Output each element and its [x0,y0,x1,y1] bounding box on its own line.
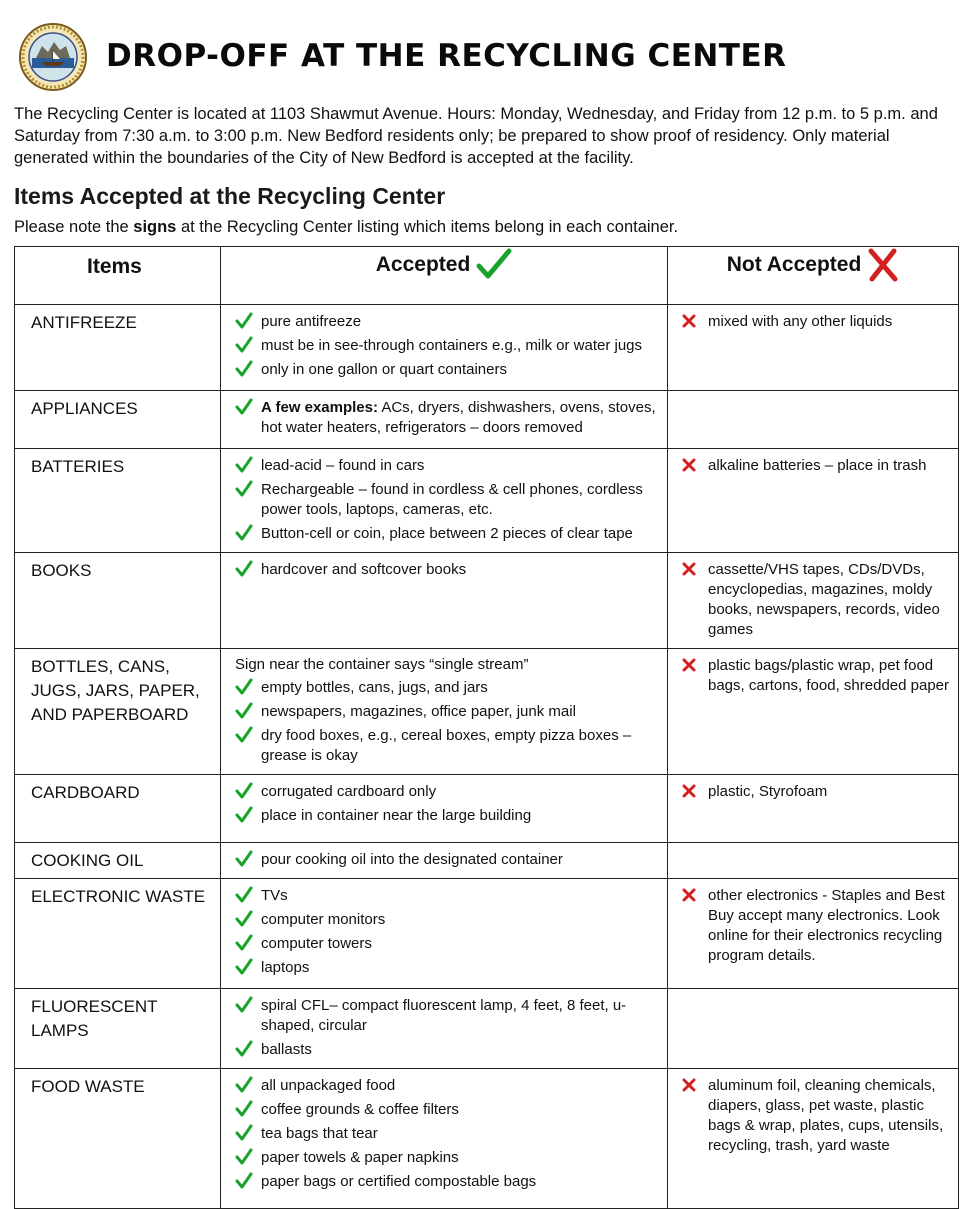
check-icon [235,398,261,418]
table-row [15,305,959,391]
accepted-item-text [261,806,659,826]
table-header-row [15,247,959,305]
accepted-item [235,336,659,356]
accepted-item-value: ACs, dryers, dishwashers, ovens, stoves, hot water heaters, refrigerators – doors removed [261,399,656,436]
check-icon [235,456,261,476]
x-icon [682,312,708,332]
accepted-item-text [261,702,659,722]
check-icon [235,958,261,978]
x-icon [682,456,708,476]
accepted-item-value: all unpackaged food [261,1077,396,1094]
page-title: DROP-OFF AT THE RECYCLING CENTER [106,38,787,74]
accepted-item-text [261,1076,659,1096]
accepted-item-value: laptops [261,959,310,976]
check-icon [235,850,261,870]
item-name: BOTTLES, CANS, JUGS, JARS, PAPER, AND PAPERBOARD [15,649,221,775]
check-icon [235,934,261,954]
accepted-item-value: empty bottles, cans, jugs, and jars [261,679,488,696]
accepted-item-text [261,1040,659,1060]
accepted-item-text [261,398,659,438]
check-icon [235,702,261,722]
table-row [15,843,959,879]
accepted-item [235,1040,659,1060]
not-accepted-item [682,312,950,332]
accepted-cell [221,1069,668,1209]
accepted-item-value: paper bags or certified compostable bags [261,1173,537,1190]
not-accepted-cell [668,775,959,843]
accepted-item [235,806,659,826]
check-icon [235,678,261,698]
check-icon [235,910,261,930]
item-name: FLUORESCENT LAMPS [15,989,221,1069]
header-items: Items [15,247,221,305]
accepted-item [235,850,659,870]
accepted-item-text [261,910,659,930]
item-name: ELECTRONIC WASTE [15,879,221,989]
item-name: COOKING OIL [15,843,221,879]
check-icon [235,1172,261,1192]
not-accepted-item [682,886,950,966]
not-accepted-item-text: plastic bags/plastic wrap, pet food bags, cartons, food, shredded paper [708,657,949,694]
check-icon [235,996,261,1016]
accepted-item [235,480,659,520]
check-icon [235,560,261,580]
accepted-item-value: pure antifreeze [261,313,362,330]
city-seal-logo [18,22,88,92]
accepted-item-value: Button-cell or coin, place between 2 pieces of clear tape [261,525,633,542]
accepted-item-text [261,312,659,332]
not-accepted-cell [668,553,959,649]
check-icon [235,336,261,356]
accepted-item-text [261,782,659,802]
check-icon [235,524,261,544]
table-row [15,1069,959,1209]
header-not-accepted [668,247,959,305]
accepted-item-text [261,678,659,698]
page-header [14,20,954,96]
accepted-cell [221,775,668,843]
accepted-cell [221,391,668,449]
section-note-post: at the Recycling Center listing which items belong in each container. [176,218,679,236]
table-row [15,449,959,553]
item-name: ANTIFREEZE [15,305,221,391]
item-name: BATTERIES [15,449,221,553]
not-accepted-item [682,560,950,640]
big-check-icon [476,248,512,282]
accepted-item [235,934,659,954]
not-accepted-cell [668,391,959,449]
accepted-item-value: place in container near the large building [261,807,532,824]
accepted-item [235,456,659,476]
not-accepted-item-text: aluminum foil, cleaning chemicals, diapers, glass, pet waste, plastic bags & wrap, plates, cups, utensils, recycling, trash, yard waste [708,1077,944,1154]
accepted-item [235,1124,659,1144]
check-icon [235,1100,261,1120]
section-note-bold: signs [133,218,177,236]
accepted-item [235,910,659,930]
check-icon [235,886,261,906]
accepted-item-text [261,1172,659,1192]
accepted-item-text [261,934,659,954]
table-body [15,305,959,1209]
accepted-item-text [261,886,659,906]
accepted-item-text [261,850,659,870]
check-icon [235,1076,261,1096]
not-accepted-item-text: plastic, Styrofoam [708,783,828,800]
table-row [15,553,959,649]
accepted-item-text [261,1124,659,1144]
x-icon [682,782,708,802]
table-row [15,989,959,1069]
accepted-item [235,1172,659,1192]
not-accepted-item [682,782,950,802]
not-accepted-item [682,656,950,696]
accepted-item-text [261,996,659,1036]
x-icon [682,656,708,676]
check-icon [235,312,261,332]
not-accepted-item [682,456,950,476]
accepted-item-value: corrugated cardboard only [261,783,437,800]
header-accepted [221,247,668,305]
accepted-item-value: ballasts [261,1041,312,1058]
not-accepted-item [682,1076,950,1156]
not-accepted-cell [668,989,959,1069]
check-icon [235,360,261,380]
x-icon [682,1076,708,1096]
accepted-cell [221,305,668,391]
accepted-item [235,726,659,766]
recycling-table [14,246,959,1209]
accepted-item [235,1100,659,1120]
accepted-item-text [261,1100,659,1120]
accepted-item [235,782,659,802]
accepted-item [235,958,659,978]
accepted-item-text [261,524,659,544]
section-note-pre: Please note the [14,218,134,236]
table-row [15,649,959,775]
accepted-item-text [261,480,659,520]
accepted-item-value: newspapers, magazines, office paper, junk mail [261,703,576,720]
accepted-item-value: paper towels & paper napkins [261,1149,459,1166]
accepted-bold-prefix: A few examples: [261,399,378,416]
big-x-icon [867,248,899,282]
accepted-item-text [261,958,659,978]
accepted-item [235,886,659,906]
item-name: APPLIANCES [15,391,221,449]
header-accepted-label: Accepted [375,253,471,276]
not-accepted-item-text: mixed with any other liquids [708,313,893,330]
section-title: Items Accepted at the Recycling Center [14,183,446,209]
check-icon [235,480,261,500]
check-icon [235,782,261,802]
accepted-item-value: computer towers [261,935,372,952]
table-row [15,879,959,989]
intro-paragraph: The Recycling Center is located at 1103 Shawmut Avenue. Hours: Monday, Wednesday, and Friday from 12 p.m. to 5 p.m. and Saturday from 7:30 a.m. to 3:00 p.m. New Bedford residents only; be prepared to show proof of residency. Only material generated within the boundaries of the City of New Bedford is accepted at the facility. [14,105,938,167]
accepted-item-value: lead-acid – found in cars [261,457,425,474]
accepted-intro: Sign near the container says “single stream” [235,656,529,673]
accepted-item-text [261,456,659,476]
accepted-item-value: must be in see-through containers e.g., milk or water jugs [261,337,643,354]
not-accepted-cell [668,843,959,879]
not-accepted-item-text: alkaline batteries – place in trash [708,457,927,474]
accepted-cell [221,553,668,649]
section-note [14,218,678,237]
accepted-item-value: hardcover and softcover books [261,561,467,578]
not-accepted-cell [668,879,959,989]
accepted-item-value: tea bags that tear [261,1125,378,1142]
accepted-item [235,398,659,438]
check-icon [235,806,261,826]
accepted-item [235,524,659,544]
accepted-item-value: TVs [261,887,288,904]
accepted-item-value: computer monitors [261,911,386,928]
not-accepted-cell [668,449,959,553]
accepted-item-text [261,560,659,580]
not-accepted-cell [668,649,959,775]
accepted-item [235,360,659,380]
accepted-item [235,702,659,722]
accepted-item [235,312,659,332]
check-icon [235,1040,261,1060]
table-row [15,775,959,843]
accepted-item [235,1076,659,1096]
accepted-item [235,1148,659,1168]
accepted-item-text [261,336,659,356]
item-name: FOOD WASTE [15,1069,221,1209]
check-icon [235,1148,261,1168]
accepted-item-value: pour cooking oil into the designated container [261,851,563,868]
accepted-item-text [261,1148,659,1168]
x-icon [682,886,708,906]
check-icon [235,1124,261,1144]
table-row [15,391,959,449]
accepted-item-value: spiral CFL– compact fluorescent lamp, 4 feet, 8 feet, u-shaped, circular [261,997,627,1034]
not-accepted-cell [668,1069,959,1209]
x-icon [682,560,708,580]
accepted-cell [221,879,668,989]
accepted-cell [221,449,668,553]
accepted-item-value: only in one gallon or quart containers [261,361,507,378]
check-icon [235,726,261,746]
accepted-item [235,560,659,580]
accepted-item-text [261,360,659,380]
not-accepted-item-text: cassette/VHS tapes, CDs/DVDs, encyclopedias, magazines, moldy books, newspapers, records, video games [708,561,940,638]
item-name: CARDBOARD [15,775,221,843]
accepted-cell [221,843,668,879]
item-name: BOOKS [15,553,221,649]
accepted-item-value: Rechargeable – found in cordless & cell phones, cordless power tools, laptops, cameras, etc. [261,481,643,518]
accepted-cell [221,989,668,1069]
accepted-item [235,678,659,698]
accepted-item-value: coffee grounds & coffee filters [261,1101,459,1118]
accepted-item [235,996,659,1036]
accepted-item-text [261,726,659,766]
not-accepted-cell [668,305,959,391]
header-not-accepted-label: Not Accepted [726,253,862,276]
accepted-item-value: dry food boxes, e.g., cereal boxes, empty pizza boxes – grease is okay [261,727,632,764]
accepted-cell [221,649,668,775]
not-accepted-item-text: other electronics - Staples and Best Buy accept many electronics. Look online for their electronics recycling program details. [708,887,945,964]
